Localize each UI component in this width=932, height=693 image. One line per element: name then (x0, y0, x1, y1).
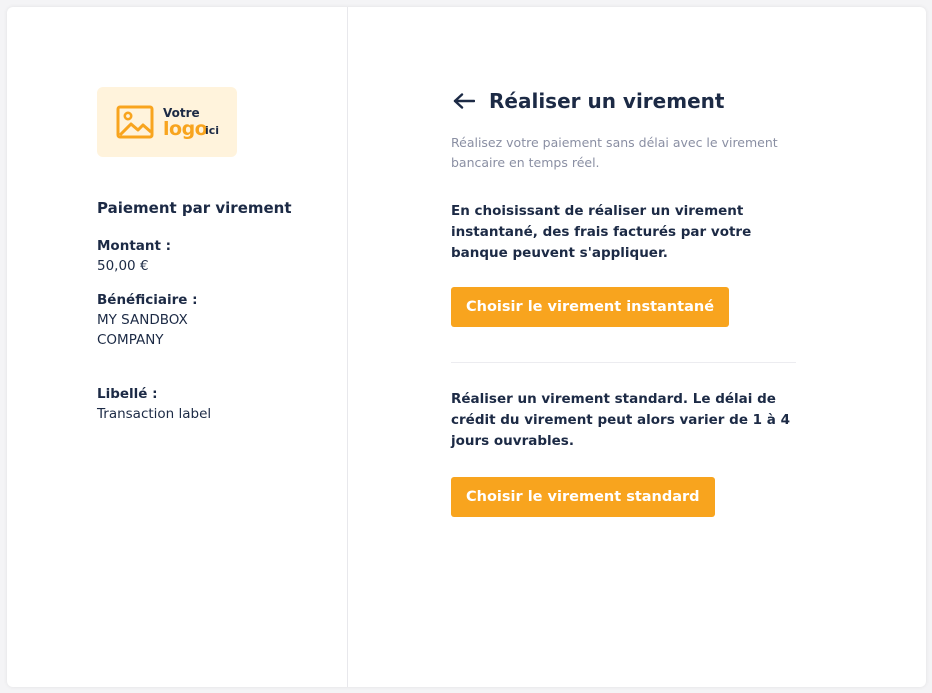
logo-word-votre: Votre (163, 106, 200, 120)
instant-transfer-notice: En choisissant de réaliser un virement instantané, des frais facturés par votre banque peuvent s'appliquer. (451, 203, 752, 261)
beneficiary-value: MY SANDBOX COMPANY (97, 312, 188, 348)
beneficiary-label: Bénéficiaire : (97, 292, 198, 308)
merchant-logo (97, 87, 237, 157)
image-icon (116, 105, 154, 139)
summary-panel (7, 7, 348, 687)
page-subtitle: Réalisez votre paiement sans délai avec le virement bancaire en temps réel. (451, 135, 778, 170)
reference-value: Transaction label (97, 406, 212, 422)
page-header (451, 87, 801, 121)
payment-summary (97, 199, 317, 438)
logo-word-logo: logo (163, 118, 208, 140)
amount-label: Montant : (97, 238, 172, 254)
transfer-options (451, 87, 801, 517)
reference-label: Libellé : (97, 386, 158, 402)
divider (451, 362, 796, 363)
arrow-left-icon[interactable] (453, 93, 475, 109)
standard-transfer-notice: Réaliser un virement standard. Le délai de crédit du virement peut alors varier de 1 à 4 jours ouvrables. (451, 391, 790, 449)
summary-title: Paiement par virement (97, 199, 292, 217)
page-title: Réaliser un virement (489, 89, 725, 113)
choose-standard-transfer-button[interactable]: Choisir le virement standard (451, 477, 715, 517)
logo-word-ici: ici (205, 124, 220, 137)
amount-value: 50,00 € (97, 258, 149, 274)
choose-instant-transfer-button[interactable]: Choisir le virement instantané (451, 287, 729, 327)
payment-card (7, 7, 926, 687)
